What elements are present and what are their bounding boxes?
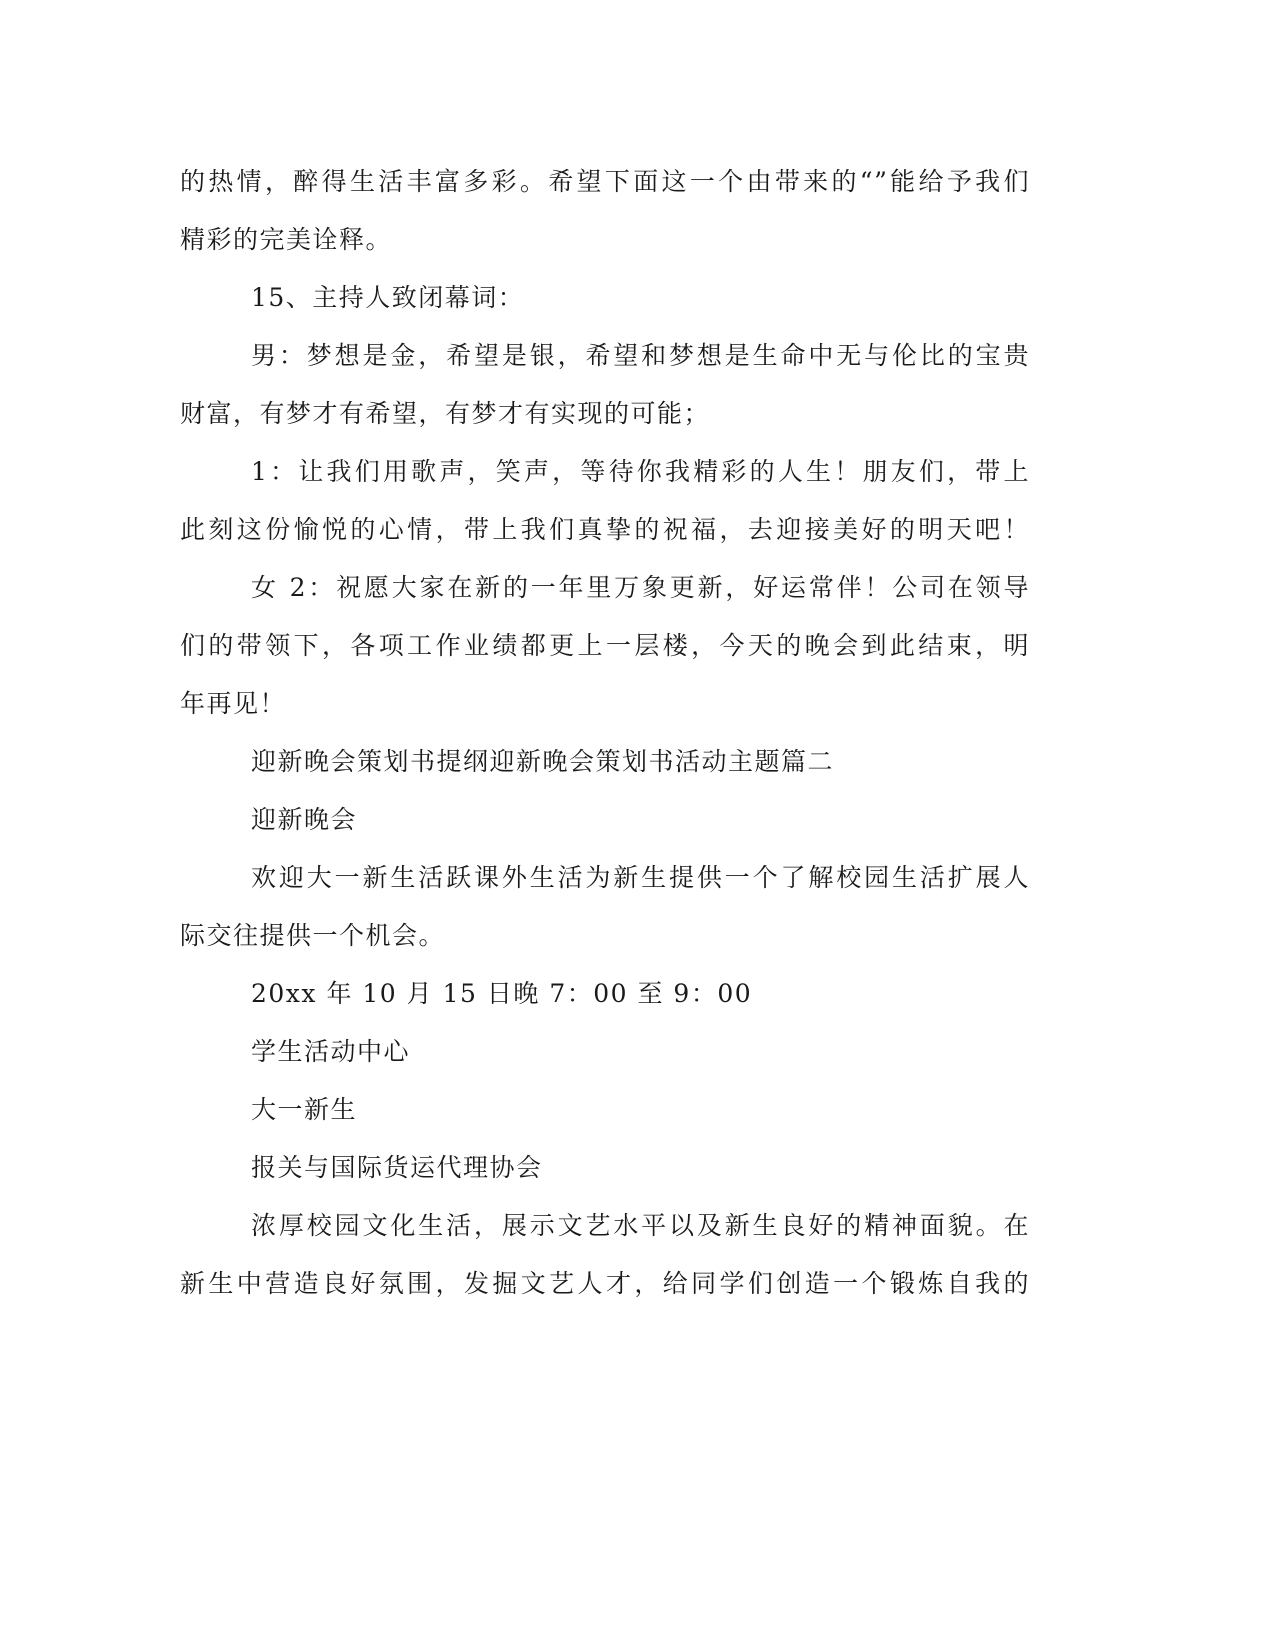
paragraph-line: 精彩的完美诠释。 [180, 225, 393, 254]
paragraph-line: 女 2：祝愿大家在新的一年里万象更新，好运常伴！公司在领导 [251, 573, 1030, 602]
section-heading: 15、主持人致闭幕词： [251, 283, 525, 312]
event-organizer: 报关与国际货运代理协会 [251, 1153, 543, 1182]
document-body [180, 153, 1030, 1313]
paragraph-line: 年再见！ [180, 689, 287, 718]
paragraph-line: 新生中营造良好氛围，发掘文艺人才，给同学们创造一个锻炼自我的 [180, 1269, 1030, 1298]
event-audience: 大一新生 [251, 1095, 358, 1124]
paragraph-line: 们的带领下，各项工作业绩都更上一层楼，今天的晚会到此结束，明 [180, 631, 1030, 660]
paragraph-line: 男：梦想是金，希望是银，希望和梦想是生命中无与伦比的宝贵 [251, 341, 1030, 370]
paragraph-line: 1：让我们用歌声，笑声，等待你我精彩的人生！朋友们，带上 [251, 457, 1030, 486]
paragraph-line: 此刻这份愉悦的心情，带上我们真挚的祝福，去迎接美好的明天吧！ [180, 515, 1030, 544]
section-title: 迎新晚会策划书提纲迎新晚会策划书活动主题篇二 [251, 747, 835, 776]
event-time: 20xx 年 10 月 15 日晚 7：00 至 9：00 [251, 979, 753, 1008]
paragraph-line: 欢迎大一新生活跃课外生活为新生提供一个了解校园生活扩展人 [251, 863, 1030, 892]
event-name: 迎新晚会 [251, 805, 358, 834]
paragraph-line: 浓厚校园文化生活，展示文艺水平以及新生良好的精神面貌。在 [251, 1211, 1030, 1240]
paragraph-line: 的热情，醉得生活丰富多彩。希望下面这一个由带来的“”能给予我们 [180, 167, 1030, 196]
paragraph-line: 财富，有梦才有希望，有梦才有实现的可能； [180, 399, 711, 428]
event-location: 学生活动中心 [251, 1037, 411, 1066]
paragraph-line: 际交往提供一个机会。 [180, 921, 446, 950]
